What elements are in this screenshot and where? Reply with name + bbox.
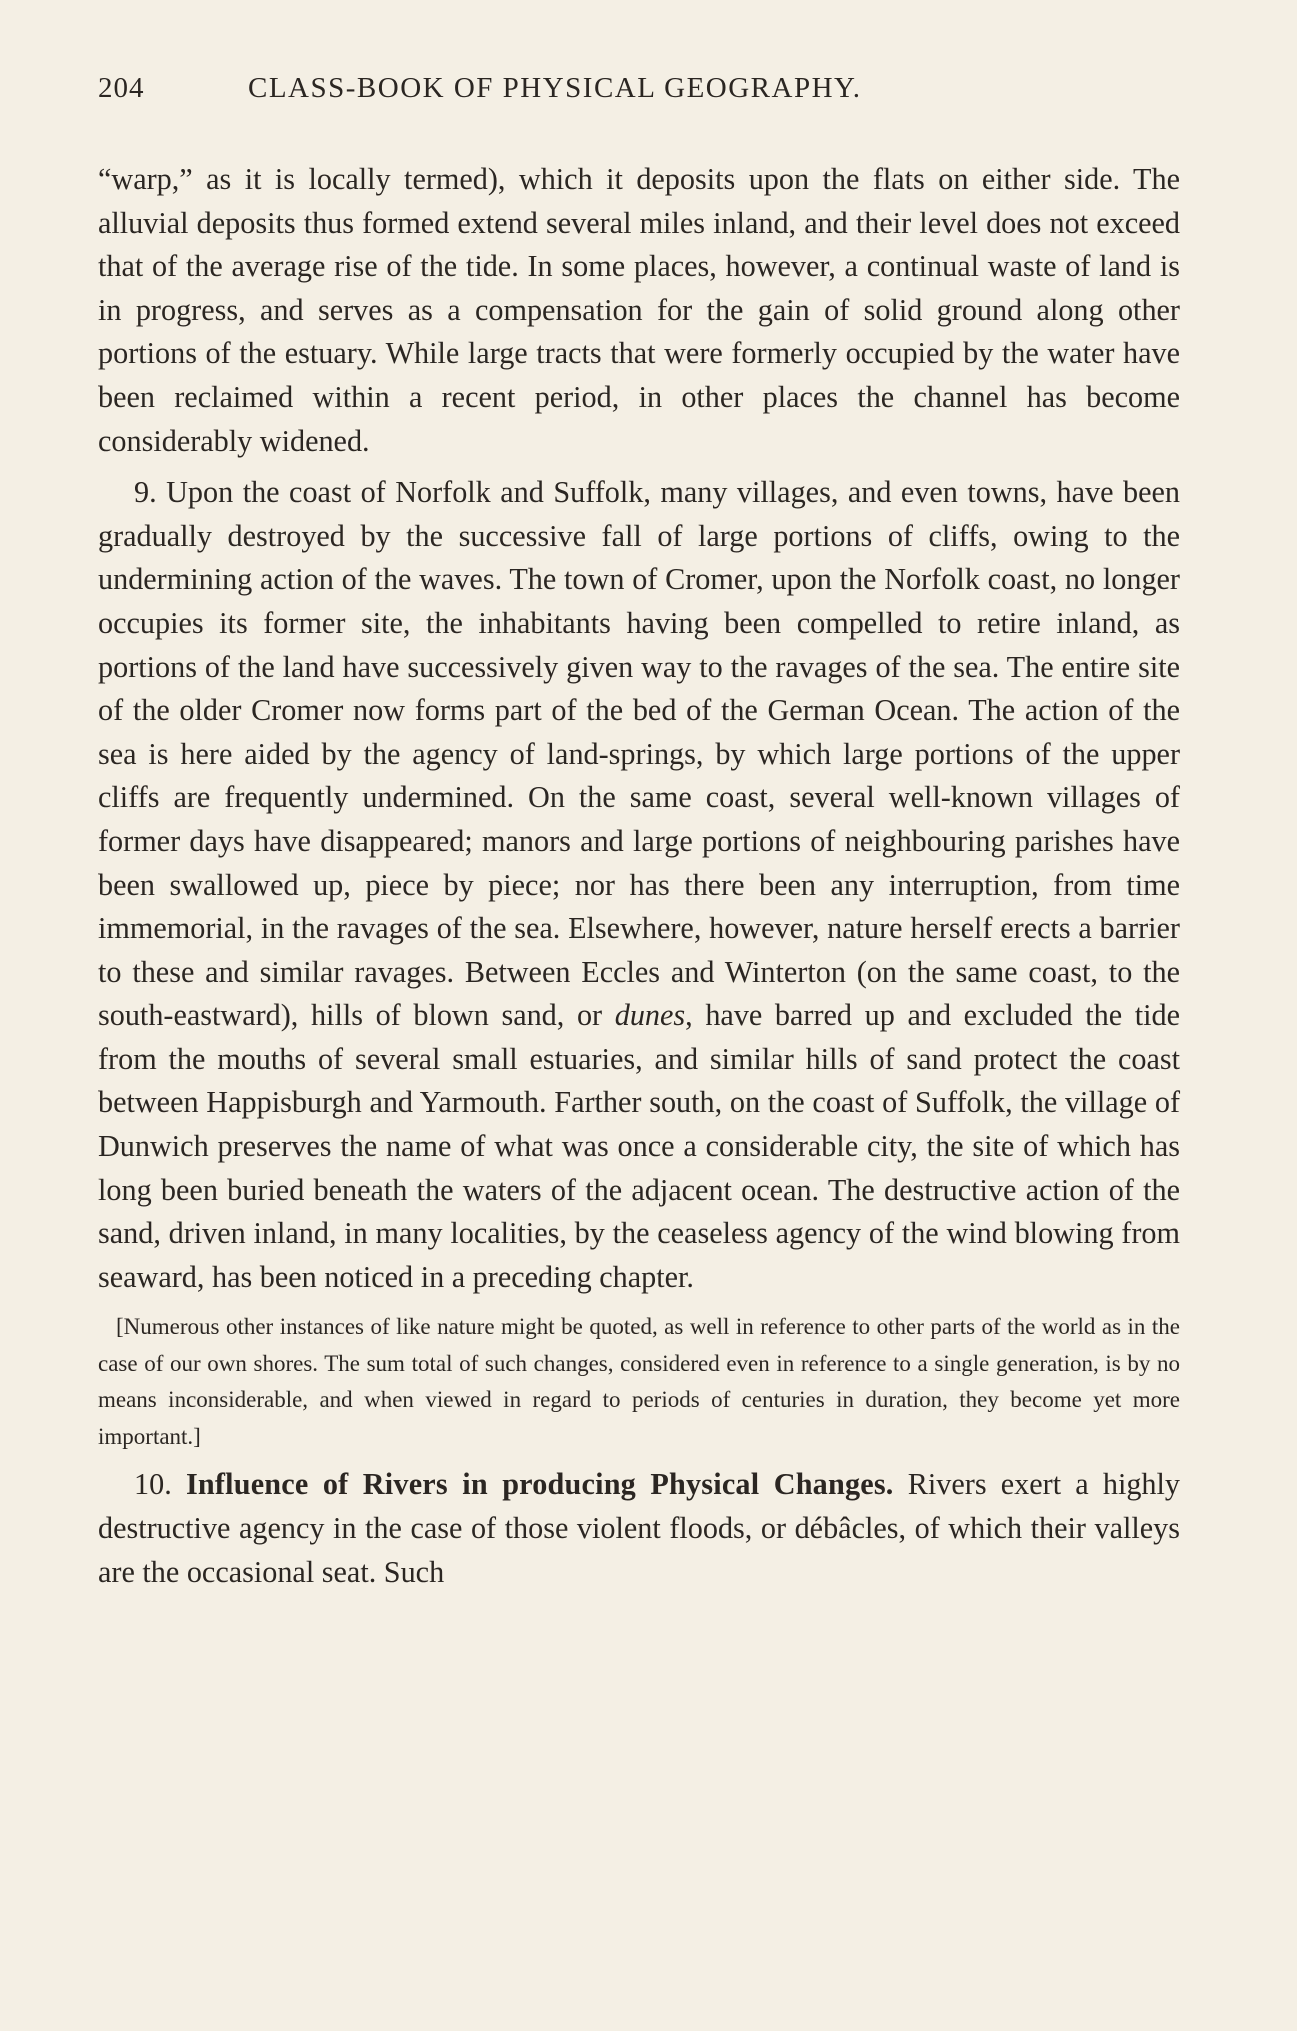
- section-9-text-end: , have barred up and excluded the tide from the mouths of several small estuaries, and similar hills of sand protect the coast between Happisburgh and Yarmouth. Farther south, on the coast of Suffolk, the village of Dunwich preserves the name of what was once a considerable city, the site of which has long been buried beneath the waters of the adjacent ocean. The destructive action of the sand, driven inland, in many localities, by the ceaseless agency of the wind blowing from seaward, has been noticed in a preceding chapter.: [98, 998, 1180, 1294]
- section-10-text: Rivers exert a highly destructive agency in the case of those violent floods, or débâcles, of which their valleys are the occasional seat. Such: [98, 1467, 1181, 1589]
- running-title: CLASS-BOOK OF PHYSICAL GEOGRAPHY.: [248, 72, 862, 104]
- paragraph-section-9: [98, 471, 1180, 1299]
- book-page: [98, 72, 1180, 1594]
- section-heading: Influence of Rivers in producing Physical Changes.: [185, 1467, 894, 1502]
- paragraph-section-10: [98, 1463, 1180, 1594]
- page-number: 204: [98, 72, 145, 104]
- paragraph-continuation: “warp,” as it is locally termed), which it deposits upon the flats on either side. The alluvial deposits thus formed extend several miles inland, and their level does not exceed that of the average rise of the tide. In some places, however, a continual waste of land is in progress, and serves as a compensation for the gain of solid ground along other portions of the estuary. While large tracts that were formerly occupied by the water have been reclaimed within a recent period, in other places the channel has become considerably widened.: [98, 162, 1180, 458]
- bracketed-note: [Numerous other instances of like nature might be quoted, as well in reference to other parts of the world as in the case of our own shores. The sum total of such changes, considered even in reference to a single generation, is by no means inconsiderable, and when viewed in regard to periods of centuries in duration, they become yet more important.]: [98, 1314, 1180, 1449]
- page-body: [98, 158, 1180, 1594]
- running-header: [98, 72, 1180, 122]
- section-number: 10.: [134, 1467, 172, 1502]
- section-9-text-start: 9. Upon the coast of Norfolk and Suffolk, many villages, and even towns, have been gradually destroyed by the successive fall of large portions of cliffs, owing to the undermining action of the waves. The town of Cromer, upon the Norfolk coast, no longer occupies its former site, the inhabitants having been compelled to retire inland, as portions of the land have successively given way to the ravages of the sea. The entire site of the older Cromer now forms part of the bed of the German Ocean. The action of the sea is here aided by the agency of land-springs, by which large portions of the upper cliffs are frequently undermined. On the same coast, several well-known villages of former days have disappeared; manors and large portions of neighbouring parishes have been swallowed up, piece by piece; nor has there been any interruption, from time immemorial, in the ravages of the sea. Elsewhere, however, nature herself erects a barrier to these and similar ravages. Between Eccles and Winterton (on the same coast, to the south-eastward), hills of blown sand, or: [98, 475, 1180, 1033]
- italic-term-dunes: dunes: [614, 998, 686, 1033]
